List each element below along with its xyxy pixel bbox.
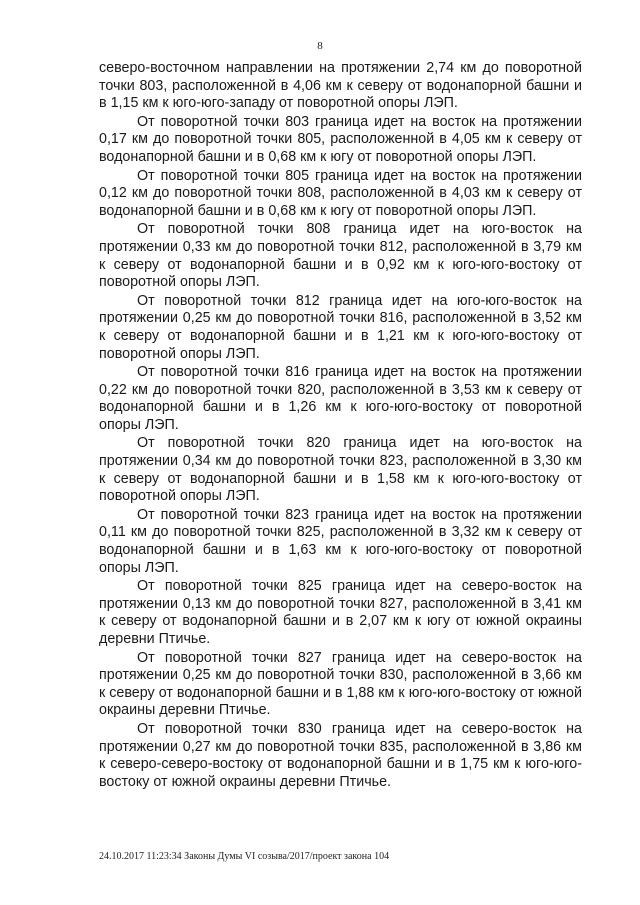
- document-footer: 24.10.2017 11:23:34 Законы Думы VI созыва/2017/проект закона 104: [99, 851, 390, 862]
- paragraph-point-816: От поворотной точки 816 граница идет на восток на протяжении 0,22 км до поворотной точки 820, расположенной в 3,53 км к северу от водонапорной башни и в 1,26 км к юго-юго-востоку от поворотной опоры ЛЭП.: [99, 364, 582, 433]
- document-body: [99, 60, 582, 792]
- paragraph-point-820: От поворотной точки 820 граница идет на юго-восток на протяжении 0,34 км до поворотной точки 823, расположенной в 3,30 км к северу от водонапорной башни и в 1,58 км к юго-юго-востоку от поворотной опоры ЛЭП.: [99, 435, 582, 505]
- paragraph-continuation: северо-восточном направлении на протяжении 2,74 км до поворотной точки 803, расположенной в 4,06 км к северу от водонапорной башни и в 1,15 км к юго-юго-западу от поворотной опоры ЛЭП.: [99, 60, 582, 112]
- paragraph-point-803: От поворотной точки 803 граница идет на восток на протяжении 0,17 км до поворотной точки 805, расположенной в 4,05 км к северу от водонапорной башни и в 0,68 км к югу от поворотной опоры ЛЭП.: [99, 113, 582, 165]
- paragraph-point-808: От поворотной точки 808 граница идет на юго-восток на протяжении 0,33 км до поворотной точки 812, расположенной в 3,79 км к северу от водонапорной башни и в 0,92 км к юго-юго-востоку от поворотной опоры ЛЭП.: [99, 221, 582, 291]
- paragraph-point-823: От поворотной точки 823 граница идет на восток на протяжении 0,11 км до поворотной точки 825, расположенной в 3,32 км к северу от водонапорной башни и в 1,63 км к юго-юго-востоку от поворотной опоры ЛЭП.: [99, 506, 582, 576]
- paragraph-point-830: От поворотной точки 830 граница идет на северо-восток на протяжении 0,27 км до поворотной точки 835, расположенной в 3,86 км к северо-северо-востоку от водонапорной башни и в 1,75 км к юго-юго-востоку от южной окраины деревни Птичье.: [99, 720, 582, 790]
- paragraph-point-827: От поворотной точки 827 граница идет на северо-восток на протяжении 0,25 км до поворотной точки 830, расположенной в 3,66 км к северу от водонапорной башни и в 1,88 км к юго-юго-востоку от южной окраины деревни Птичье.: [99, 649, 582, 719]
- page-number: 8: [317, 40, 323, 52]
- paragraph-point-825: От поворотной точки 825 граница идет на северо-восток на протяжении 0,13 км до поворотной точки 827, расположенной в 3,41 км к северу от водонапорной башни и в 2,07 км к югу от южной окраины деревни Птичье.: [99, 578, 582, 647]
- paragraph-point-812: От поворотной точки 812 граница идет на юго-юго-восток на протяжении 0,25 км до поворотной точки 816, расположенной в 3,52 км к северу от водонапорной башни и в 1,21 км к юго-юго-востоку от поворотной опоры ЛЭП.: [99, 292, 582, 362]
- paragraph-point-805: От поворотной точки 805 граница идет на восток на протяжении 0,12 км до поворотной точки 808, расположенной в 4,03 км к северу от водонапорной башни и в 0,68 км к югу от поворотной опоры ЛЭП.: [99, 167, 582, 219]
